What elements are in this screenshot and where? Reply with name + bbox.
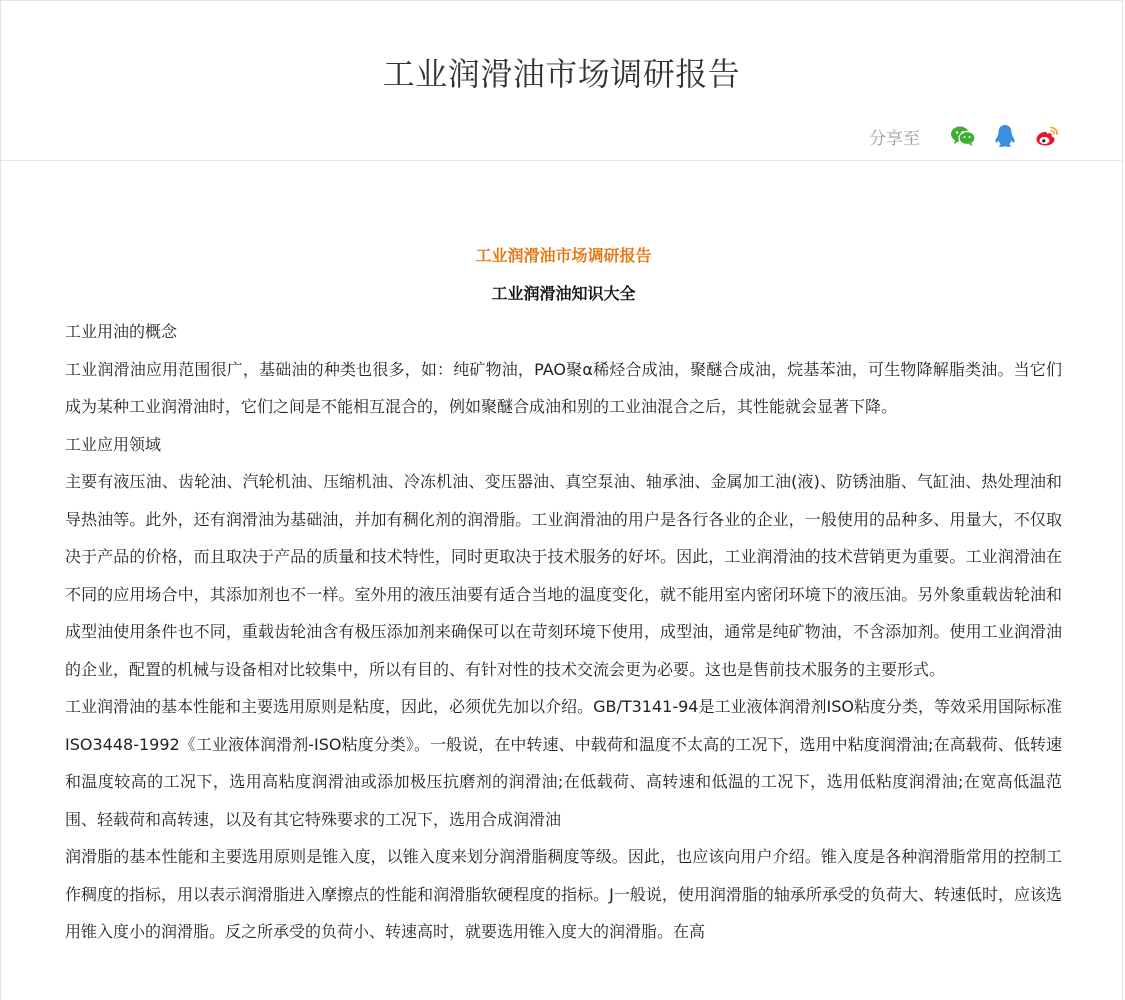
weibo-icon[interactable]: [1034, 123, 1060, 149]
share-label: 分享至: [869, 128, 920, 149]
paragraph-applications: 主要有液压油、齿轮油、汽轮机油、压缩机油、冷冻机油、变压器油、真空泵油、轴承油、金属加工油(液)、防锈油脂、气缸油、热处理油和导热油等。此外，还有润滑油为基础油，并加有稠化剂的润滑脂。工业润滑油的用户是各行各业的企业，一般使用的品种多、用量大，不仅取决于产品的价格，而且取决于产品的质量和技术特性，同时更取决于技术服务的好坏。因此，工业润滑油的技术营销更为重要。工业润滑油在不同的应用场合中，其添加剂也不一样。室外用的液压油要有适合当地的温度变化，就不能用室内密闭环境下的液压油。另外象重载齿轮油和成型油使用条件也不同，重载齿轮油含有极压添加剂来确保可以在苛刻环境下使用，成型油，通常是纯矿物油，不含添加剂。使用工业润滑油的企业，配置的机械与设备相对比较集中，所以有目的、有针对性的技术交流会更为必要。这也是售前技术服务的主要形式。: [65, 472, 1062, 679]
article-subtitle: 工业润滑油知识大全: [491, 284, 636, 303]
share-bar: [869, 123, 1060, 149]
page-title: 工业润滑油市场调研报告: [382, 55, 741, 93]
article-title: 工业润滑油市场调研报告: [475, 246, 652, 265]
wechat-icon[interactable]: [950, 123, 976, 149]
paragraph-base-oils: 工业润滑油应用范围很广，基础油的种类也很多，如：纯矿物油，PAO聚α稀烃合成油，聚醚合成油，烷基苯油，可生物降解脂类油。当它们成为某种工业润滑油时，它们之间是不能相互混合的，例如聚醚合成油和别的工业油混合之后，其性能就会显著下降。: [65, 359, 1062, 416]
qq-icon[interactable]: [992, 123, 1018, 149]
paragraph-grease: 润滑脂的基本性能和主要选用原则是锥入度，以锥入度来划分润滑脂稠度等级。因此，也应该向用户介绍。锥入度是各种润滑脂常用的控制工作稠度的指标，用以表示润滑脂进入摩擦点的性能和润滑脂软硬程度的指标。J一般说，使用润滑脂的轴承所承受的负荷大、转速低时，应该选用锥入度小的润滑脂。反之所承受的负荷小、转速高时，就要选用锥入度大的润滑脂。在高: [65, 847, 1062, 941]
page-header: [1, 1, 1122, 161]
section-heading-applications: 工业应用领域: [65, 434, 162, 454]
paragraph-viscosity: 工业润滑油的基本性能和主要选用原则是粘度，因此，必须优先加以介绍。GB/T3141-94是工业液体润滑剂ISO粘度分类，等效采用国际标准ISO3448-1992《工业液体润滑剂-ISO粘度分类》。一般说，在中转速、中载荷和温度不太高的工况下，选用中粘度润滑油;在高载荷、低转速和温度较高的工况下，选用高粘度润滑油或添加极压抗磨剂的润滑油;在低载荷、高转速和低温的工况下，选用低粘度润滑油;在宽高低温范围、轻载荷和高转速，以及有其它特殊要求的工况下，选用合成润滑油: [65, 697, 1062, 829]
section-heading-concept: 工业用油的概念: [65, 322, 178, 341]
article-body: [65, 237, 1062, 951]
